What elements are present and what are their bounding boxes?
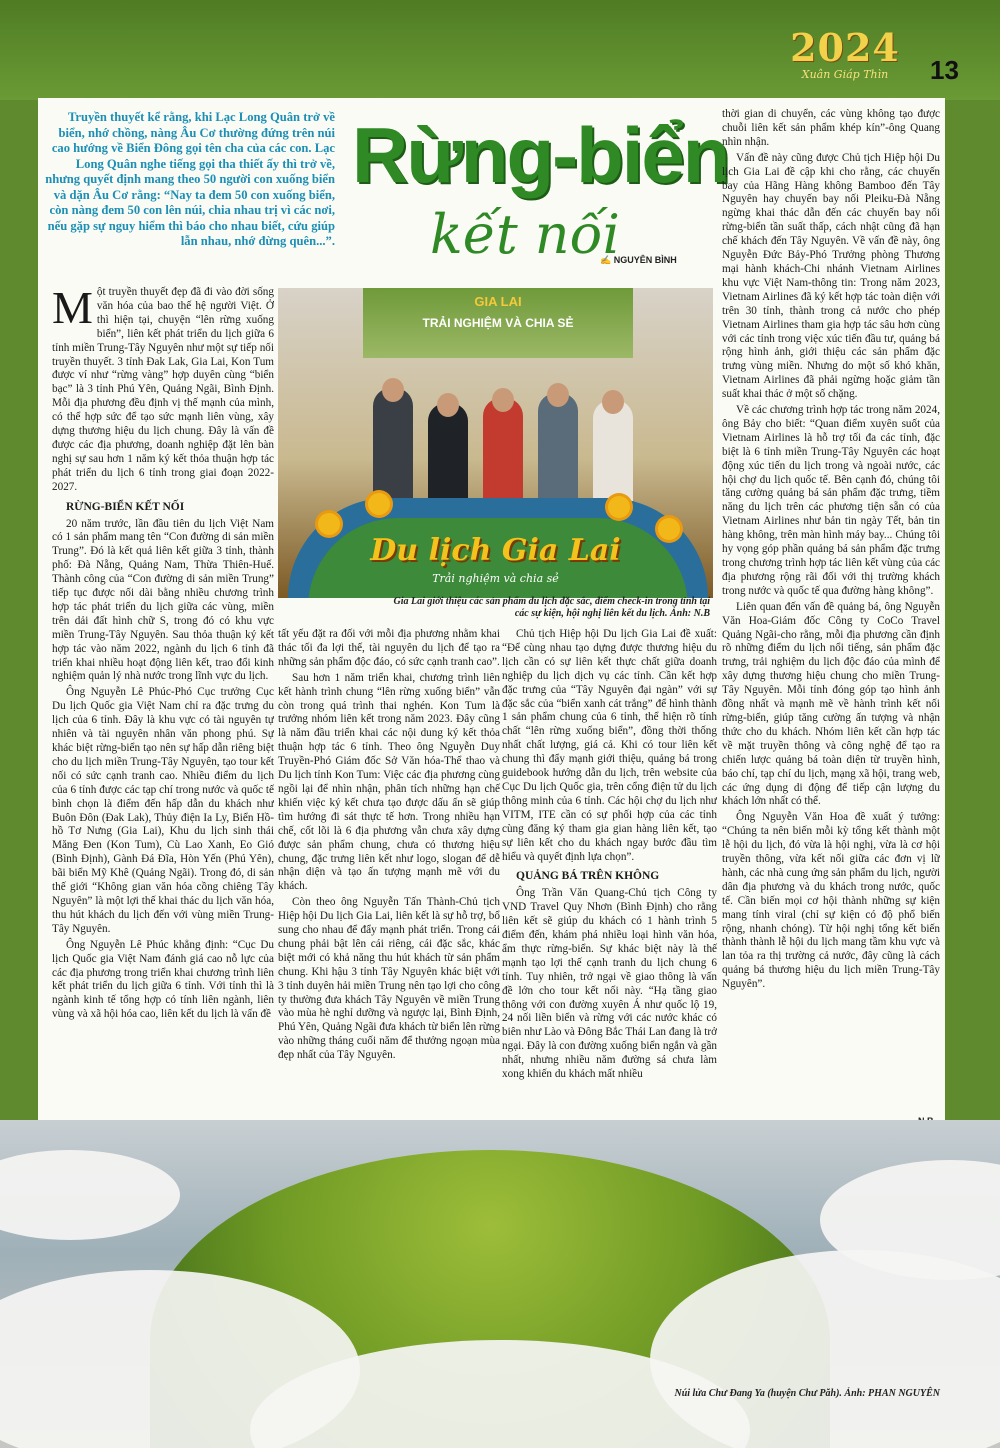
event-photo: [278, 288, 713, 598]
cloud: [0, 1150, 180, 1240]
paragraph: Ông Nguyễn Lê Phúc khẳng định: “Cục Du lịch Quốc gia Việt Nam đánh giá cao nỗ lực của các địa phương trong triển khai chương trình liên kết phát triển du lịch giữa 6 tỉnh. Với tỉnh thì là ngành kinh tế tổng hợp có tính liên ngành, liên vùng và xã hội hóa cao, liên kết du lịch là vấn đề: [52, 938, 274, 1021]
photo-banner-subtitle: TRẢI NGHIỆM VÀ CHIA SẺ: [422, 316, 574, 330]
column-1: [52, 286, 274, 1124]
headline-main: Rừng-biển: [352, 111, 729, 199]
paragraph: ột truyền thuyết đẹp đã đi vào đời sống văn hóa của bao thế hệ người Việt. Ở thì hiện tại, chuyện “lên rừng xuống biển”, liên kết phát triển du lịch giữa 6 tỉnh miền Trung-Tây Nguyên như một sự tiếp nối truyền thuyết. 3 tỉnh Đak Lak, Gia Lai, Kon Tum được ví như “rừng vàng” hợp duyên cùng “biển bạc” là 3 tỉnh Phú Yên, Quảng Ngãi, Bình Định. Mỗi địa phương đều định vị thế mạnh của mình, có thể hợp sức để tạo sức mạnh liên vùng, xây dựng thương hiệu du lịch chung. Đây là vấn đề được các địa phương, doanh nghiệp đặt lên bàn nghị sự sau hơn 1 năm ký kết thỏa thuận hợp tác phát triển du lịch 6 tỉnh trong giai đoạn 2022-2027.: [52, 286, 274, 493]
person-head: [547, 383, 569, 407]
sunflower-decoration: [318, 513, 340, 535]
paragraph: Ông Nguyễn Văn Hoa đề xuất ý tưởng: “Chúng ta nên biến mỗi kỳ tổng kết thành một lễ hội du lịch, đó vừa là hội nghị, vừa là cơ hội truyền thông, vừa kết nối giữa các đơn vị lữ hành, các nhà cung ứng sản phẩm du lịch, người dân địa phương và du khách trong nước, quốc tế. Cần biến mọi cơ hội thành những sự kiện mang tính viral (chỉ sự kiện có độ phổ biến rộng, nhanh chóng). Từ hội nghị tổng kết biến thành thành lễ hội du lịch mang tầm khu vực và lan tỏa ra thị trường cả nước, đây cũng là cách quảng bá thương hiệu du lịch miền Trung-Tây Nguyên”.: [722, 811, 940, 991]
sunflower-decoration: [368, 493, 390, 515]
intro-lead: Truyền thuyết kể rằng, khi Lạc Long Quân trở về biển, nhớ chồng, nàng Âu Cơ thường đứng trên núi cao hướng về Biển Đông gọi tên cha của các con. Lạc Long Quân nghe tiếng gọi tha thiết ấy thì trở về, nhưng quyết định mang theo 50 người con xuống biển và dặn Âu Cơ rằng: “Nay ta đem 50 con xuống biển, còn nàng đem 50 con lên núi, chia nhau trị vì các nơi, nếu gặp sự nguy hiểm thì báo cho nhau biết, cứu giúp lẫn nhau, nhớ đừng quên...”.: [45, 110, 335, 248]
section-heading: RỪNG-BIỂN KẾT NỐI: [66, 500, 185, 513]
paragraph: Ông Nguyễn Lê Phúc-Phó Cục trưởng Cục Du lịch Quốc gia Việt Nam chỉ ra đặc trưng du lịch của 6 tỉnh. Đây là khu vực có tài nguyên tự nhiên và tài nguyên nhân văn phong phú. Sự khác biệt rừng-biển tạo nên sự hấp dẫn riêng biệt cho du lịch miền Trung-Tây Nguyên, tạo tour kết nối có sức cạnh tranh cao. Nhiều điểm du lịch của 6 tỉnh được các tạp chí trong nước và quốc tế bình chọn là điểm đến hấp dẫn du khách như Buôn Đôn (Đak Lak), Thủy điện Ia Ly, Biển Hồ-hồ Tơ Nưng (Gia Lai), Khu du lịch sinh thái Măng Đen (Kon Tum), Cù Lao Xanh, Eo Gió (Bình Định), Gành Đá Đĩa, Hòn Yến (Phú Yên), bãi biển Mỹ Khê (Quảng Ngãi). Trong đó, di sản thế giới “Không gian văn hóa cồng chiêng Tây Nguyên” là một lợi thế khai thác du lịch văn hóa, thu hút khách du lịch đến với vùng miền Trung-Tây Nguyên.: [52, 686, 274, 935]
paragraph: thời gian di chuyển, các vùng không tạo được chuỗi liên kết sản phẩm khép kín”-ông Quang nhìn nhận.: [722, 108, 940, 148]
column-2: [278, 628, 500, 1128]
photo-backdrop-banner: [363, 288, 633, 358]
paragraph: tất yếu đặt ra đối với mỗi địa phương nhằm khai thác tối đa lợi thế, tài nguyên du lịch để tạo ra những sản phẩm độc đáo, có sức cạnh tranh cao”.: [278, 628, 500, 668]
person-head: [492, 388, 514, 412]
page-number: 13: [930, 55, 959, 85]
section-heading: QUẢNG BÁ TRÊN KHÔNG: [516, 870, 660, 883]
paragraph: Liên quan đến vấn đề quảng bá, ông Nguyễn Văn Hoa-Giám đốc Công ty CoCo Travel Quảng Ngãi-cho rằng, mỗi địa phương cần định rõ những điểm du lịch nổi tiếng, sản phẩm đặc trưng, trải nghiệm du lịch độc đáo của mình để xây dựng thương hiệu chung cho miền Trung-Tây Nguyên. Mỗi tỉnh đóng góp tạo hình ảnh đồng nhất và mạnh mẽ về hành trình kết nối rừng-biển, giúp tăng cường ấn tượng và nhận thức cho du khách. Nhóm liên kết cần hợp tác về mặt truyền thông và công nghệ để tạo ra chiến lược quảng bá toàn diện từ truyền hình, báo chí, tạp chí du lịch, mạng xã hội, trang web, các ứng dụng di động để tiếp cận lượng du khách lớn nhất có thể.: [722, 600, 940, 808]
paragraph: Còn theo ông Nguyễn Tấn Thành-Chủ tịch Hiệp hội Du lịch Gia Lai, liên kết là sự hỗ trợ, bổ sung cho nhau để đẩy mạnh phát triển. Trong cái chung phải bật lên cái riêng, cái đặc sắc, khác biệt mới có khả năng thu hút khách từ sản phẩm chung. Khi hậu 3 tỉnh Tây Nguyên khác biệt với 3 tỉnh duyên hải miền Trung nên tạo lợi cho công ty thường đưa khách Tây Nguyên về miền Trung vào mùa hè nghỉ dưỡng và ngược lại, Bình Định, Phú Yên, Quảng Ngãi đưa khách từ biển lên rừng vào những tháng cuối năm để thưởng ngoạn mùa đẹp nhất của Tây Nguyên.: [278, 896, 500, 1062]
column-4: [722, 108, 940, 1130]
paragraph: 20 năm trước, lần đầu tiên du lịch Việt Nam có 1 sản phẩm mang tên “Con đường di sản miền Trung”. Đó là kết quả liên kết giữa 3 tỉnh, thành phố: Đà Nẵng, Quảng Nam, Thừa Thiên-Huế. Thành công của “Con đường di sản miền Trung” tiếp tục được nối dài bằng nhiều chương trình hợp tác phát triển du lịch giữa các vùng, miền trên dải đất hình chữ S, trong đó có khu vực miền Trung-Tây Nguyên. Sau thỏa thuận ký kết hợp tác vào năm 2022, ngành du lịch 6 tỉnh đã triển khai nhiều hoạt động liên kết, trao đổi kinh nghiệm quản lý nhà nước trong lĩnh vực du lịch.: [52, 517, 274, 683]
paragraph: Ông Trần Văn Quang-Chủ tịch Công ty VND Travel Quy Nhơn (Bình Định) cho rằng liên kết sẽ giúp du khách có 1 hành trình 5 điểm đến, khám phá nhiều loại hình văn hóa, ẩm thực rừng-biển. Sự khác biệt này là thế mạnh tạo lợi thế cạnh tranh du lịch chung 6 tỉnh. Tuy nhiên, trở ngại về giao thông là vấn đề lớn cho tour kết nối này. “Hạ tầng giao thông với con đường xuyên Á như quốc lộ 19, 24 nối liền biển và rừng với các nước khác có biên như Lào và Đông Bắc Thái Lan đang là trở ngại. Đây là con đường xuống biển ngắn và gần nhất, nhưng nhiều năm đường sá chưa làm xong khiến du khách mất nhiều: [502, 887, 717, 1081]
paragraph: Sau hơn 1 năm triển khai, chương trình liên kết hành trình chung “lên rừng xuống biển” vẫn còn trong quá trình thai nghén. Kon Tum là trưởng nhóm liên kết trong năm 2023. Đây cũng là năm đầu triển khai các nội dung ký kết thỏa thuận hợp tác 6 tỉnh. Theo ông Nguyễn Duy Truyền-Phó Giám đốc Sở Văn hóa-Thể thao và Du lịch tỉnh Kon Tum: Việc các địa phương cùng ngồi lại để nhìn nhận, phân tích những hạn chế khiến việc ký kết chưa tạo được dấu ấn sẽ giúp tìm hướng đi sát thực tế hơn. Trong nhiều hạn chế, cốt lõi là 6 địa phương vẫn chưa xây dựng được sản phẩm chung, chưa có thương hiệu chung, đặc trưng liên kết như logo, slogan để dễ nhận diện và tạo ấn tượng mạnh mẽ với du khách.: [278, 671, 500, 893]
photo-arch-title: Du lịch Gia Lai: [370, 533, 621, 568]
logo-subtitle: Xuân Giáp Thìn: [801, 68, 889, 81]
person-head: [382, 378, 404, 402]
author-byline: ✍ NGUYÊN BÌNH: [600, 255, 677, 265]
drop-cap: M: [52, 286, 93, 333]
person-head: [602, 390, 624, 414]
logo-year: 2024: [790, 25, 900, 70]
paragraph: Vấn đề này cũng được Chủ tịch Hiệp hội Du lịch Gia Lai đề cập khi cho rằng, các chuyến bay của Hãng Hàng không Bamboo đến Tây Nguyên hay chuyến bay nối Pleiku-Đà Nẵng ngừng khai thác dẫn đến các chuyến bay nối rừng-biển tần suất thấp, cách nhật cũng đã hạn chế khách đến Tây Nguyên. Về vấn đề này, ông Nguyễn Đức Bảy-Phó Trưởng phòng Thương mại hành khách-Chi nhánh Vietnam Airlines khu vực Việt Nam-thông tin: Trong năm 2023, Vietnam Airlines đã ký kết hợp tác toàn diện với trên 30 tỉnh, thành trong cả nước cho phép Vietnam Airlines tham gia hợp tác sâu hơn cùng với các tỉnh trong việc xúc tiến đầu tư, quảng bá rộng hình ảnh, giới thiệu các sản phẩm đặc trưng vùng miền. Nhưng do một số khó khăn, Vietnam Airlines đã phải ngừng hoặc giảm tần suất khai thác ở một số chặng.: [722, 151, 940, 401]
person-head: [437, 393, 459, 417]
photo-caption: Gia Lai giới thiệu các sản phẩm du lịch đặc sắc, điểm check-in trong tỉnh tại các sự kiện, hội nghị liên kết du lịch. Ảnh: N.B: [393, 596, 710, 619]
column-3: [502, 628, 717, 1128]
paragraph: Về các chương trình hợp tác trong năm 2024, ông Bảy cho biết: “Quan điểm xuyên suốt của Vietnam Airlines là hỗ trợ tối đa các tỉnh, đặc biệt là 6 tỉnh miền Trung-Tây Nguyên các hoạt động xúc tiến du lịch trong và ngoài nước, các hội chợ du lịch quốc tế. Bên cạnh đó, chúng tôi tăng cường quảng bá sản phẩm đặc trưng, tiềm năng du lịch trên các phương tiện sẵn có của Vietnam Airlines như bản tin ngày Tết, bản tin hàng không, trên màn hình máy bay... Chúng tôi hy vọng góp phần quảng bá sản phẩm đặc trưng trong chương trình hợp tác liên kết vùng của các địa phương rộng rãi đối với thị trường khách trong nước và quốc tế qua đường hàng không”.: [722, 404, 940, 597]
sunflower-decoration: [608, 496, 630, 518]
photo-banner-title: GIA LAI: [474, 294, 522, 309]
year-logo: [785, 25, 905, 86]
paragraph: Chủ tịch Hiệp hội Du lịch Gia Lai đề xuất: “Để cùng nhau tạo dựng được thương hiệu du lịch cần có sự liên kết thực chất giữa doanh nghiệp du lịch dịch vụ các tỉnh. Cần kết hợp đặc trưng của “Tây Nguyên đại ngàn” với sự đặc sắc của “biển xanh cát trắng” để hình thành 1 sản phẩm chung của 6 tỉnh, thể hiện rõ tính chất “lên rừng xuống biển”, đồng thời thống nhất chất lượng, giá cả. Khi có tour liên kết chung thì đẩy mạnh giới thiệu, quảng bá trong guidebook hướng dẫn du lịch, trên website của Cục Du lịch Quốc gia, trên cổng điện tử du lịch thông minh của 6 tỉnh. Các hội chợ du lịch như VITM, ITE cần có sự phối hợp của các tỉnh cùng đăng ký tham gia gian hàng liên kết, tạo sự liên kết cho du khách ngay bước đầu tìm hiểu và quyết định lựa chọn”.: [502, 628, 717, 863]
landscape-caption: Núi lửa Chư Đang Ya (huyện Chư Păh). Ảnh: PHAN NGUYÊN: [674, 1388, 940, 1399]
photo-arch-subtitle: Trải nghiệm và chia sẻ: [432, 572, 559, 585]
headline-sub: kết nối: [430, 203, 620, 266]
